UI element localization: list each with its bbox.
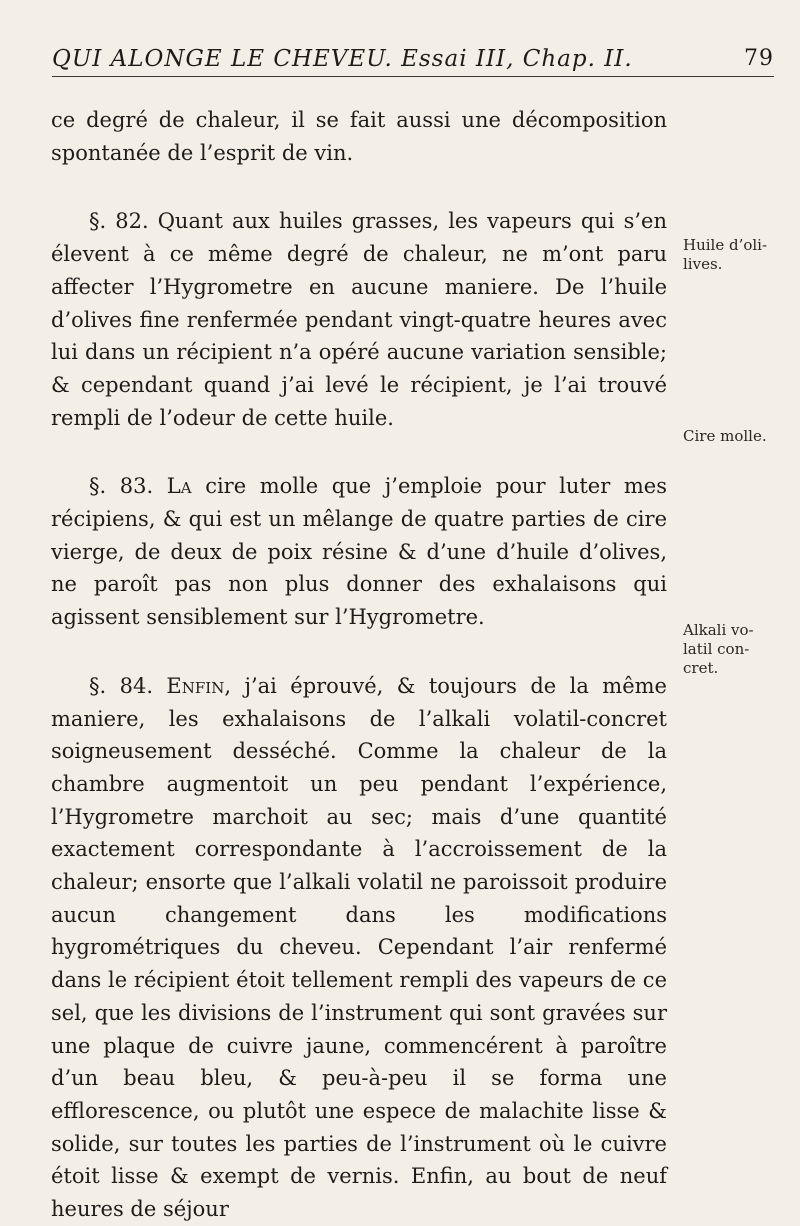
page-number: 79 [744, 46, 774, 71]
lead-word-83: La [166, 474, 192, 499]
paragraph-84: §. 84. Enfin, j’ai éprouvé, & toujours de la même maniere, les exhalaisons de l’alkali volatil-concret soigneusement desséché. Comme la chaleur de la chambre augmentoit un peu pendant l’expérience, l’Hygrometre marchoit au sec; mais d’une quantité exactement correspondante à l’accroissement de la chaleur; ensorte que l’alkali volatil ne paroissoit produire aucun changement dans les modifications hygrométriques du cheveu. Cependant l’air renfermé dans le récipient étoit tellement rempli des vapeurs de ce sel, que les divisions de l’instrument qui sont gravées sur une plaque de cuivre jaune, commencérent à paroître d’un beau bleu, & peu-à-peu il se forma une efflorescence, ou plutôt une espece de malachite lisse & solide, sur toutes les parties de l’instrument où le cuivre étoit lisse & exempt de vernis. Enfin, au bout de neuf heures de séjour [51, 673, 667, 1222]
margin-note-huile: Huile d’oli- lives. [683, 236, 768, 273]
section-number-83: §. 83. [89, 474, 154, 499]
paragraph-continuation: ce degré de chaleur, il se fait aussi une décomposition spontanée de l’esprit de vin. [51, 108, 667, 165]
margin-notes [683, 0, 793, 1136]
paragraph-83: §. 83. La cire molle que j’emploie pour luter mes récipiens, & qui est un mêlange de quatre parties de cire vierge, de deux de poix résine & d’une d’huile d’olives, ne paroît pas non plus donner des exhalaisons qui agissent sensiblement sur l’Hygrometre. [51, 474, 667, 630]
margin-note-alkali: Alkali vo- latil con- cret. [683, 621, 754, 677]
header-rule [52, 76, 774, 77]
running-title: QUI ALONGE LE CHEVEU. Essai III, Chap. II. [52, 46, 633, 72]
section-number-84: §. 84. [89, 673, 153, 698]
paragraph-82: §. 82. Quant aux huiles grasses, les vapeurs qui s’en élevent à ce même degré de chaleur, ne m’ont paru affecter l’Hygrometre en aucune maniere. De l’huile d’olives fine renfermée pendant vingt-quatre heures avec lui dans un récipient n’a opéré aucune variation sensible; & cependant quand j’ai levé le récipient, je l’ai trouvé rempli de l’odeur de cette huile. [51, 209, 667, 430]
margin-note-cire: Cire molle. [683, 427, 767, 445]
section-number-82: §. 82. [89, 209, 149, 234]
main-text [51, 104, 667, 1226]
lead-word-84: Enfin, [166, 673, 232, 698]
